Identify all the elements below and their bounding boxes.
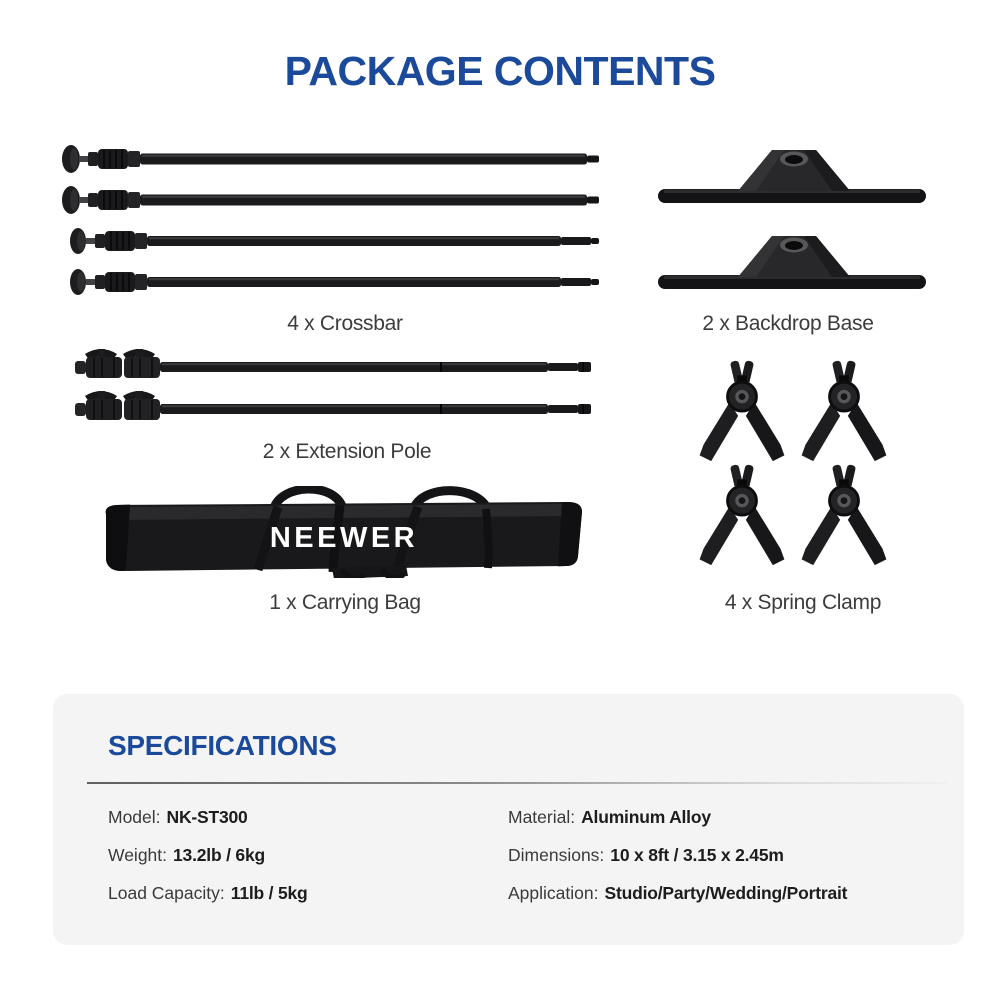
spec-value: Studio/Party/Wedding/Portrait (604, 883, 848, 903)
spring-clamp-image (794, 360, 894, 464)
spring-clamp-image (794, 464, 894, 568)
backdrop-base-label: 2 x Backdrop Base (702, 312, 874, 335)
spec-label: Material: (508, 807, 576, 827)
extension-pole-image-group (74, 340, 594, 424)
carrying-bag-image-group (96, 486, 586, 578)
specifications-table (53, 805, 964, 905)
spec-row-application (508, 881, 944, 905)
specifications-divider (87, 782, 946, 784)
extension-pole-label: 2 x Extension Pole (262, 440, 432, 463)
backdrop-base-image (652, 222, 932, 294)
spec-row-material (508, 805, 944, 829)
spec-row-model (108, 805, 508, 829)
spec-label: Weight: (108, 845, 168, 865)
spec-value: 13.2lb / 6kg (173, 845, 265, 865)
specifications-heading: SPECIFICATIONS (108, 730, 337, 761)
spec-value: NK-ST300 (166, 807, 248, 827)
crossbar-image (58, 224, 603, 258)
extension-pole-image (74, 340, 594, 382)
backdrop-base-image (652, 136, 932, 208)
carrying-bag-label: 1 x Carrying Bag (269, 591, 421, 614)
spec-row-weight (108, 843, 508, 867)
spec-label: Application: (508, 883, 599, 903)
spec-label: Model: (108, 807, 161, 827)
bag-brand-text: NEEWER (269, 522, 419, 554)
carrying-bag-image (96, 486, 586, 578)
extension-pole-image (74, 382, 594, 424)
crossbar-label: 4 x Crossbar (287, 312, 403, 335)
spec-row-dimensions (508, 843, 944, 867)
crossbar-image (58, 183, 603, 217)
page-title: PACKAGE CONTENTS (284, 48, 716, 94)
spring-clamp-label: 4 x Spring Clamp (724, 591, 882, 614)
spec-value: 10 x 8ft / 3.15 x 2.45m (610, 845, 784, 865)
spec-row-load-capacity (108, 881, 508, 905)
specifications-panel (53, 694, 964, 945)
spec-label: Load Capacity: (108, 883, 225, 903)
spring-clamp-image (692, 360, 792, 464)
spec-value: 11lb / 5kg (230, 883, 308, 903)
spring-clamp-image-group (692, 360, 894, 568)
crossbar-image (58, 265, 603, 299)
spec-label: Dimensions: (508, 845, 605, 865)
spring-clamp-image (692, 464, 792, 568)
crossbar-image-group (58, 142, 603, 299)
spec-value: Aluminum Alloy (581, 807, 711, 827)
backdrop-base-image-group (652, 136, 932, 294)
crossbar-image (58, 142, 603, 176)
